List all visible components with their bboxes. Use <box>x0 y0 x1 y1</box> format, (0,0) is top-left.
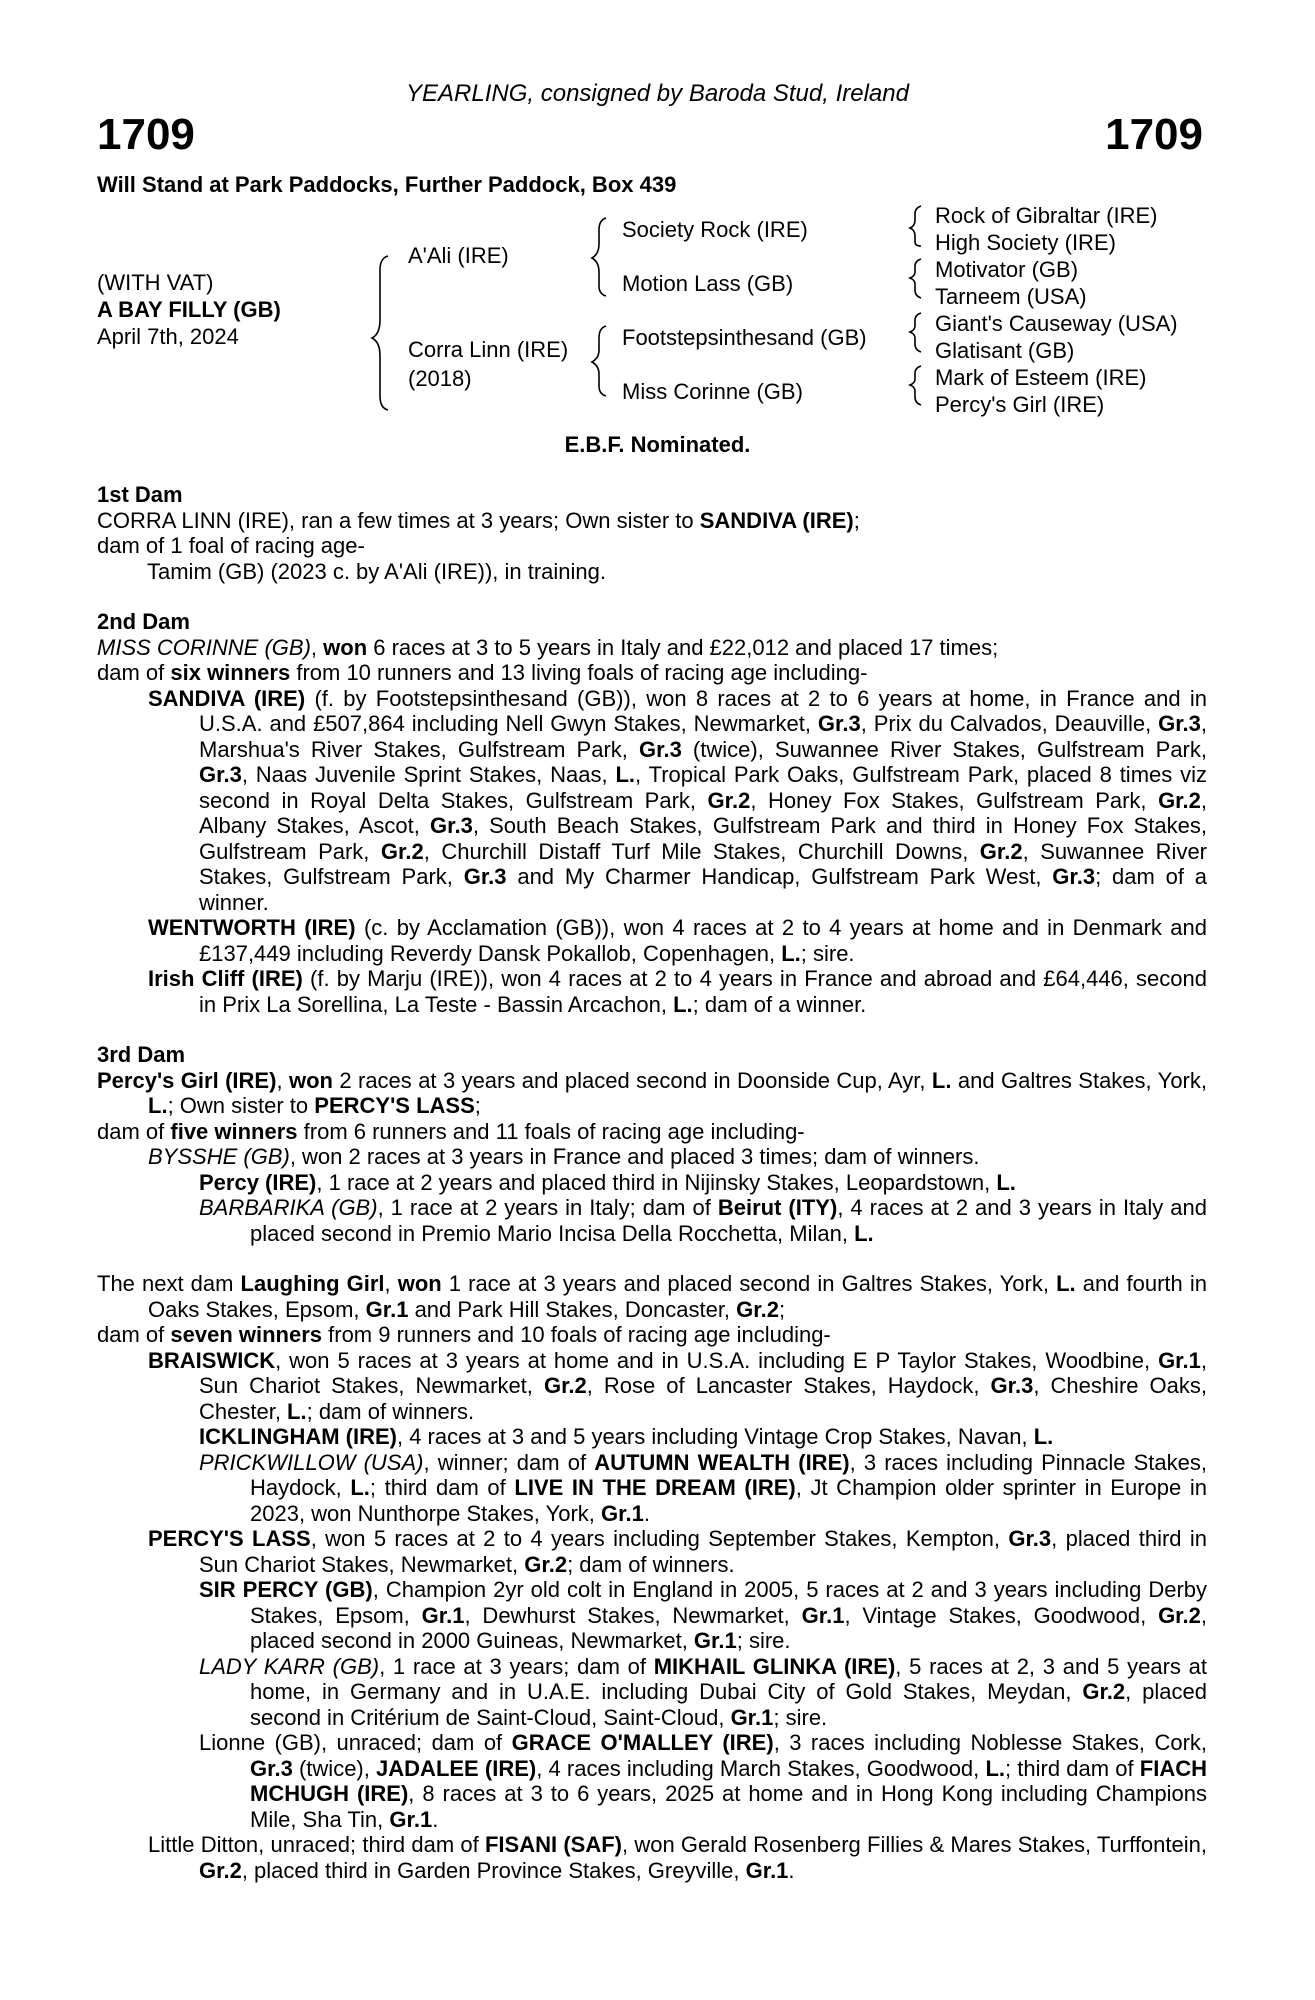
pedigree-sss: Rock of Gibraltar (IRE) <box>935 203 1158 228</box>
entry-sir-percy: SIR PERCY (GB), Champion 2yr old colt in England in 2005, 5 races at 2 and 3 years including Derby Stakes, Epsom, Gr.1, Dewhurst Stakes, Newmarket, Gr.1, Vintage Stakes, Goodwood, Gr.2, placed second in 2000 Guineas, Newmarket, Gr.1; sire. <box>199 1577 1208 1653</box>
pedigree-ss: Society Rock (IRE) <box>622 217 808 242</box>
entry-percys-lass: PERCY'S LASS, won 5 races at 2 to 4 years including September Stakes, Kempton, Gr.3, placed third in Sun Chariot Stakes, Newmarket, Gr.2; dam of winners. <box>148 1526 1207 1577</box>
entry-little-ditton: Little Ditton, unraced; third dam of FISANI (SAF), won Gerald Rosenberg Fillies & Mares Stakes, Turffontein, Gr.2, placed third in Garden Province Stakes, Greyville, Gr.1. <box>148 1832 1207 1883</box>
brace-ds <box>910 313 921 352</box>
entry-bysshe: BYSSHE (GB), won 2 races at 3 years in France and placed 3 times; dam of winners. <box>148 1144 980 1169</box>
pedigree-ddd: Percy's Girl (IRE) <box>935 392 1105 417</box>
pedigree-dds: Mark of Esteem (IRE) <box>935 365 1147 390</box>
catalogue-body <box>97 482 1207 1883</box>
pedigree-sds: Motivator (GB) <box>935 257 1079 282</box>
consignor-line: YEARLING, consigned by Baroda Stud, Ireland <box>406 80 909 107</box>
entry-wentworth: WENTWORTH (IRE) (c. by Acclamation (GB)), won 4 races at 2 to 4 years at home and in Denmark and £137,449 including Reverdy Dansk Pokallob, Copenhagen, L.; sire. <box>148 915 1208 966</box>
lot-number-left: 1709 <box>97 110 195 159</box>
entry-prickwillow: PRICKWILLOW (USA), winner; dam of AUTUMN WEALTH (IRE), 3 races including Pinnacle Stakes, Haydock, L.; third dam of LIVE IN THE DREAM (IRE), Jt Champion older sprinter in Europe in 2023, won Nunthorpe Stakes, York, Gr.1. <box>199 1449 1207 1526</box>
brace-dam <box>592 326 606 396</box>
pedigree-sd: Motion Lass (GB) <box>622 271 794 296</box>
pedigree-dss: Giant's Causeway (USA) <box>935 311 1178 336</box>
stand-location: Will Stand at Park Paddocks, Further Paddock, Box 439 <box>97 172 677 197</box>
brace-ss <box>910 206 921 246</box>
entry-icklingham: ICKLINGHAM (IRE), 4 races at 3 and 5 years including Vintage Crop Stakes, Navan, L. <box>199 1424 1054 1449</box>
brace-sire <box>592 218 606 296</box>
second-dam-produce-intro: dam of six winners from 10 runners and 13 living foals of racing age including- <box>97 660 868 685</box>
pedigree-dd: Miss Corinne (GB) <box>622 379 803 404</box>
brace-sd <box>910 259 921 298</box>
first-dam-produce-intro: dam of 1 foal of racing age- <box>97 533 365 558</box>
pedigree-ds: Footstepsinthesand (GB) <box>622 325 867 350</box>
vat-note: (WITH VAT) <box>97 270 214 295</box>
pedigree-sdd: Tarneem (USA) <box>935 284 1087 309</box>
entry-lady-karr: LADY KARR (GB), 1 race at 3 years; dam of MIKHAIL GLINKA (IRE), 5 races at 2, 3 and 5 years at home, in Germany and in U.A.E. including Dubai City of Gold Stakes, Meydan, Gr.2, placed second in Critérium de Saint-Cloud, Saint-Cloud, Gr.1; sire. <box>199 1653 1208 1730</box>
entry-irish-cliff: Irish Cliff (IRE) (f. by Marju (IRE)), won 4 races at 2 to 4 years in France and abroad and £64,446, second in Prix La Sorellina, La Teste - Bassin Arcachon, L.; dam of a winner. <box>148 966 1208 1017</box>
pedigree-ssd: High Society (IRE) <box>935 230 1116 255</box>
second-dam-heading: 2nd Dam <box>97 609 190 634</box>
entry-barbarika: BARBARIKA (GB), 1 race at 2 years in Italy; dam of Beirut (ITY), 4 races at 2 and 3 years in Italy and placed second in Premio Mario Incisa Della Rocchetta, Milan, L. <box>199 1195 1207 1246</box>
first-dam-line: CORRA LINN (IRE), ran a few times at 3 years; Own sister to SANDIVA (IRE); <box>97 507 860 533</box>
ebf-nominated: E.B.F. Nominated. <box>564 432 751 457</box>
second-dam-line: MISS CORINNE (GB), won 6 races at 3 to 5 years in Italy and £22,012 and placed 17 times; <box>97 634 999 660</box>
entry-sandiva: SANDIVA (IRE) (f. by Footstepsinthesand (GB)), won 8 races at 2 to 6 years at home, in France and in U.S.A. and £507,864 including Nell Gwyn Stakes, Newmarket, Gr.3, Prix du Calvados, Deauville, Gr.3, Marshua's River Stakes, Gulfstream Park, Gr.3 (twice), Suwannee River Stakes, Gulfstream Park, Gr.3, Naas Juvenile Sprint Stakes, Naas, L., Tropical Park Oaks, Gulfstream Park, placed 8 times viz second in Royal Delta Stakes, Gulfstream Park, Gr.2, Honey Fox Stakes, Gulfstream Park, Gr.2, Albany Stakes, Ascot, Gr.3, South Beach Stakes, Gulfstream Park and third in Honey Fox Stakes, Gulfstream Park, Gr.2, Churchill Distaff Turf Mile Stakes, Churchill Downs, Gr.2, Suwannee River Stakes, Gulfstream Park, Gr.3 and My Charmer Handicap, Gulfstream Park West, Gr.3; dam of a winner. <box>148 685 1208 915</box>
pedigree-sire: A'Ali (IRE) <box>408 243 509 268</box>
horse-name: A BAY FILLY (GB) <box>97 297 281 322</box>
entry-lionne: Lionne (GB), unraced; dam of GRACE O'MALLEY (IRE), 3 races including Noblesse Stakes, Cork, Gr.3 (twice), JADALEE (IRE), 4 races including March Stakes, Goodwood, L.; third dam of FIACH MCHUGH (IRE), 8 races at 3 to 6 years, 2025 at home and in Hong Kong including Champions Mile, Sha Tin, Gr.1. <box>199 1730 1208 1832</box>
first-dam-heading: 1st Dam <box>97 482 183 507</box>
next-dam-line: The next dam Laughing Girl, won 1 race at 3 years and placed second in Galtres Stakes, York, L. and fourth in Oaks Stakes, Epsom, Gr.1 and Park Hill Stakes, Doncaster, Gr.2; <box>97 1271 1207 1322</box>
lot-number-right: 1709 <box>1105 110 1203 159</box>
entry-percy: Percy (IRE), 1 race at 2 years and placed third in Nijinsky Stakes, Leopardstown, L. <box>199 1169 1016 1195</box>
third-dam-produce-intro: dam of five winners from 6 runners and 11 foals of racing age including- <box>97 1118 805 1144</box>
brace-dd <box>910 366 921 405</box>
third-dam-line: Percy's Girl (IRE), won 2 races at 3 years and placed second in Doonside Cup, Ayr, L. and Galtres Stakes, York, L.; Own sister to PERCY'S LASS; <box>97 1067 1207 1118</box>
pedigree-dsd: Glatisant (GB) <box>935 338 1075 363</box>
horse-dob: April 7th, 2024 <box>97 324 239 349</box>
brace-main <box>372 256 388 410</box>
pedigree-dam: Corra Linn (IRE) <box>408 337 569 362</box>
third-dam-heading: 3rd Dam <box>97 1042 186 1067</box>
entry-braiswick: BRAISWICK, won 5 races at 3 years at home and in U.S.A. including E P Taylor Stakes, Woodbine, Gr.1, Sun Chariot Stakes, Newmarket, Gr.2, Rose of Lancaster Stakes, Haydock, Gr.3, Cheshire Oaks, Chester, L.; dam of winners. <box>148 1347 1208 1424</box>
next-dam-produce-intro: dam of seven winners from 9 runners and 10 foals of racing age including- <box>97 1322 831 1347</box>
pedigree-dam-year: (2018) <box>408 366 472 391</box>
first-dam-produce-tamim: Tamim (GB) (2023 c. by A'Ali (IRE)), in training. <box>147 558 606 584</box>
